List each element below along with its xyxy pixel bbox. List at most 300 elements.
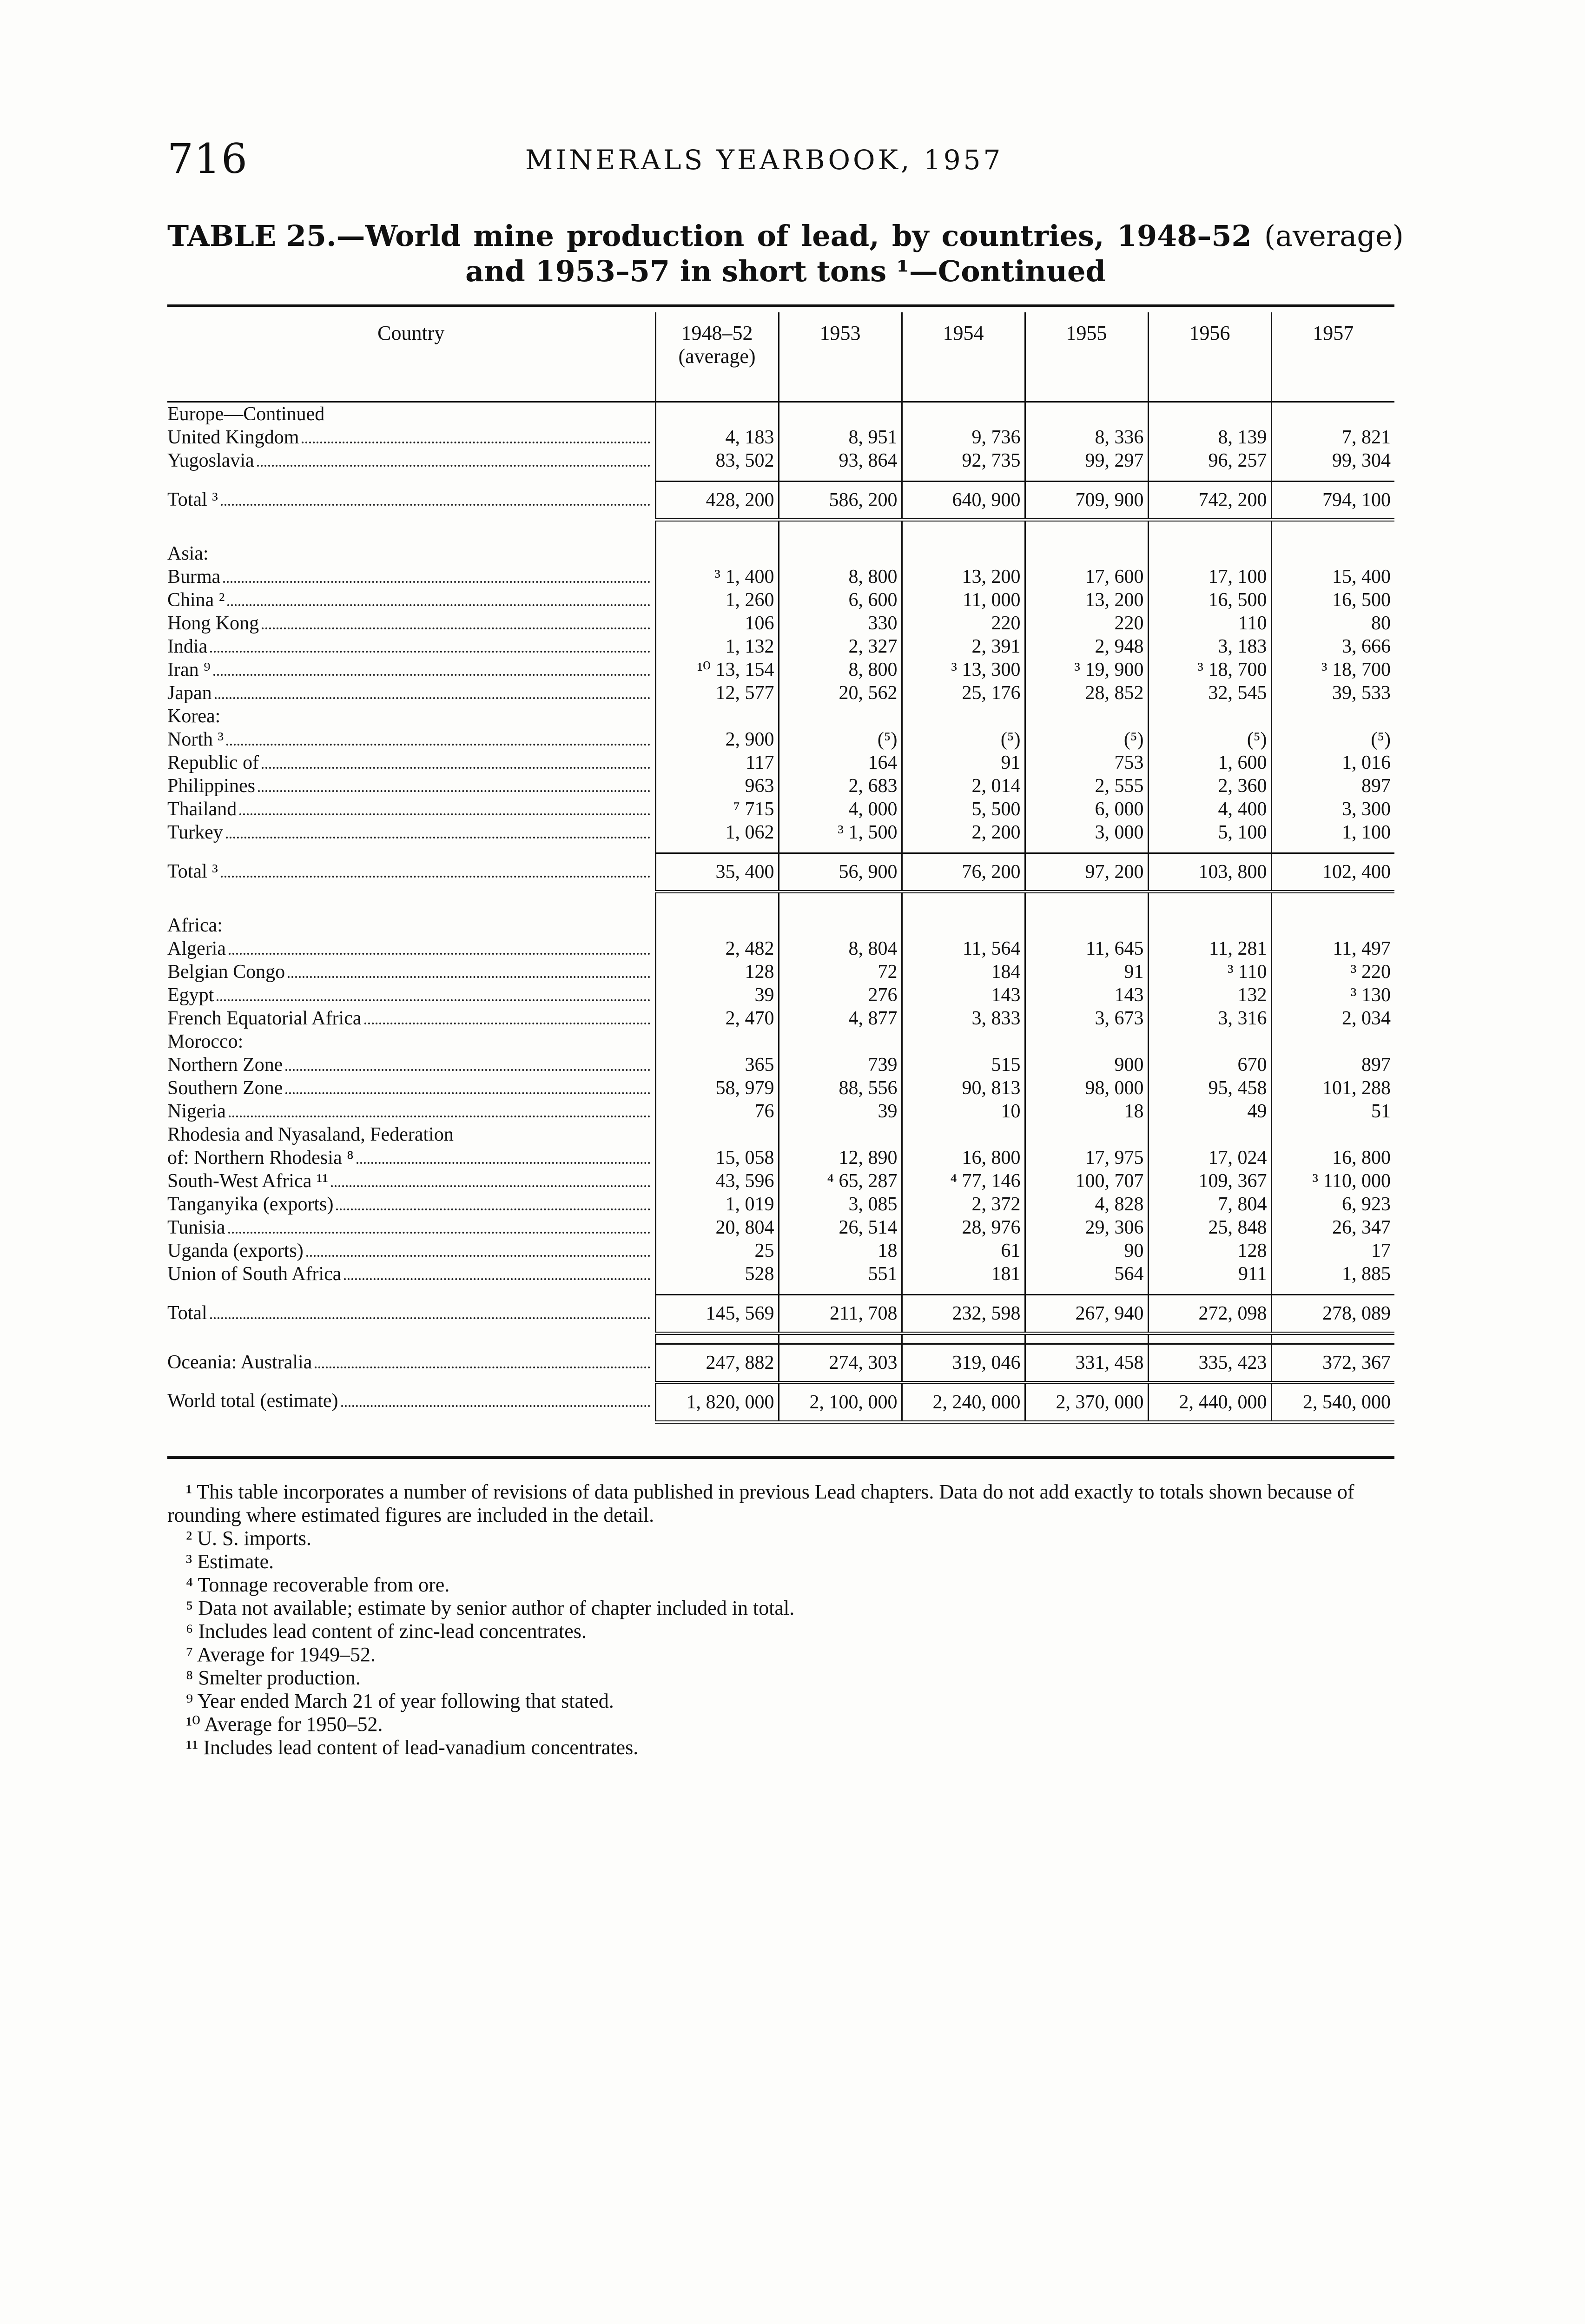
title-word: lead, bbox=[801, 219, 879, 253]
row-label-text: Africa: bbox=[167, 915, 225, 936]
row-label bbox=[167, 853, 655, 892]
row-label-wrap bbox=[167, 403, 650, 426]
row-label-wrap bbox=[167, 1239, 650, 1262]
table-row bbox=[167, 1123, 1394, 1146]
table-title bbox=[167, 218, 1404, 289]
row-label-text: Union of South Africa bbox=[167, 1262, 344, 1286]
row-label bbox=[167, 1123, 655, 1146]
value-cell: 2, 482 bbox=[655, 937, 779, 960]
spacer-cell bbox=[1025, 844, 1148, 853]
row-label-wrap bbox=[167, 681, 650, 705]
leader-dots bbox=[341, 1405, 650, 1407]
value-cell bbox=[902, 1030, 1025, 1053]
row-label-text: Southern Zone bbox=[167, 1076, 285, 1100]
leader-dots bbox=[262, 627, 650, 629]
spacer-cell bbox=[779, 892, 902, 914]
value-cell bbox=[779, 1123, 902, 1146]
value-cell bbox=[1148, 542, 1271, 565]
value-cell: ⁴ 65, 287 bbox=[779, 1169, 902, 1193]
value-cell: 9, 736 bbox=[902, 426, 1025, 449]
table-row bbox=[167, 449, 1394, 472]
title-word: of bbox=[757, 219, 789, 253]
value-cell: 528 bbox=[655, 1262, 779, 1286]
leader-dots bbox=[258, 790, 650, 792]
footnote: ⁷ Average for 1949–52. bbox=[186, 1643, 376, 1666]
leader-dots bbox=[364, 1023, 650, 1024]
value-cell: 330 bbox=[779, 612, 902, 635]
table-row bbox=[167, 1193, 1394, 1216]
value-cell: 18 bbox=[1025, 1100, 1148, 1123]
value-cell bbox=[779, 542, 902, 565]
value-cell: 2, 555 bbox=[1025, 774, 1148, 798]
title-word: (average) bbox=[1264, 219, 1404, 253]
value-cell: 6, 000 bbox=[1025, 798, 1148, 821]
value-cell: (⁵) bbox=[1271, 728, 1394, 751]
row-label-text: North ³ bbox=[167, 728, 226, 751]
leader-dots bbox=[227, 604, 650, 606]
footnote: ¹⁰ Average for 1950–52. bbox=[186, 1713, 383, 1736]
row-label bbox=[167, 588, 655, 612]
table-row bbox=[167, 1076, 1394, 1100]
row-label-text: Rhodesia and Nyasaland, Federation bbox=[167, 1124, 456, 1145]
value-cell: 911 bbox=[1148, 1262, 1271, 1286]
table-bottom-rule bbox=[167, 1456, 1394, 1459]
col-header-1957: 1957 bbox=[1271, 312, 1394, 402]
value-cell: 28, 852 bbox=[1025, 681, 1148, 705]
table-row bbox=[167, 402, 1394, 426]
spacer-cell bbox=[779, 1286, 902, 1295]
value-cell: 4, 877 bbox=[779, 1007, 902, 1030]
row-label-text: Iran ⁹ bbox=[167, 658, 213, 681]
value-cell: 18 bbox=[779, 1239, 902, 1262]
value-cell: 17, 975 bbox=[1025, 1146, 1148, 1169]
row-label-text: Philippines bbox=[167, 774, 258, 798]
leader-dots bbox=[315, 1367, 650, 1368]
row-label-wrap bbox=[167, 1030, 650, 1053]
row-label-text: Egypt bbox=[167, 984, 217, 1007]
value-cell: 17, 100 bbox=[1148, 565, 1271, 588]
value-cell: 12, 890 bbox=[779, 1146, 902, 1169]
value-cell: 16, 500 bbox=[1148, 588, 1271, 612]
spacer-cell bbox=[167, 1334, 655, 1344]
row-label-text: Total bbox=[167, 1301, 210, 1325]
spacer-cell bbox=[779, 520, 902, 542]
row-label-wrap bbox=[167, 612, 650, 635]
value-cell bbox=[779, 705, 902, 728]
value-cell bbox=[1025, 705, 1148, 728]
value-cell: 8, 800 bbox=[779, 565, 902, 588]
row-label bbox=[167, 482, 655, 520]
value-cell bbox=[655, 705, 779, 728]
row-label bbox=[167, 728, 655, 751]
value-cell: 2, 372 bbox=[902, 1193, 1025, 1216]
row-label-wrap bbox=[167, 658, 650, 681]
footnote: ⁹ Year ended March 21 of year following that stated. bbox=[186, 1690, 614, 1712]
table-row bbox=[167, 705, 1394, 728]
value-cell bbox=[902, 1123, 1025, 1146]
value-cell: 76, 200 bbox=[902, 853, 1025, 892]
table-row bbox=[167, 635, 1394, 658]
spacer-cell bbox=[1025, 892, 1148, 914]
row-label-wrap bbox=[167, 1123, 650, 1146]
row-label-text: China ² bbox=[167, 588, 227, 612]
value-cell: 2, 391 bbox=[902, 635, 1025, 658]
spacer-cell bbox=[1025, 472, 1148, 482]
footnote: ² U. S. imports. bbox=[186, 1527, 311, 1550]
row-spacer bbox=[167, 1334, 1394, 1344]
spacer-cell bbox=[902, 520, 1025, 542]
leader-dots bbox=[239, 813, 650, 815]
value-cell: 4, 400 bbox=[1148, 798, 1271, 821]
row-label bbox=[167, 1169, 655, 1193]
value-cell: ³ 110 bbox=[1148, 960, 1271, 984]
value-cell bbox=[1025, 1123, 1148, 1146]
row-label-wrap bbox=[167, 1053, 650, 1076]
value-cell: 2, 370, 000 bbox=[1025, 1383, 1148, 1422]
row-label bbox=[167, 1383, 655, 1422]
row-label-wrap bbox=[167, 728, 650, 751]
value-cell: 1, 600 bbox=[1148, 751, 1271, 774]
row-label bbox=[167, 798, 655, 821]
row-label-text: Korea: bbox=[167, 706, 223, 727]
value-cell: 7, 804 bbox=[1148, 1193, 1271, 1216]
value-cell: 372, 367 bbox=[1271, 1344, 1394, 1383]
row-label-text: of: Northern Rhodesia ⁸ bbox=[167, 1146, 357, 1169]
spacer-cell bbox=[902, 1286, 1025, 1295]
table-row bbox=[167, 774, 1394, 798]
value-cell: 739 bbox=[779, 1053, 902, 1076]
table-row bbox=[167, 853, 1394, 892]
value-cell bbox=[1271, 1030, 1394, 1053]
value-cell: 15, 400 bbox=[1271, 565, 1394, 588]
value-cell: 753 bbox=[1025, 751, 1148, 774]
value-cell: (⁵) bbox=[779, 728, 902, 751]
table-row bbox=[167, 914, 1394, 937]
value-cell bbox=[1025, 914, 1148, 937]
value-cell: 897 bbox=[1271, 1053, 1394, 1076]
table-row bbox=[167, 482, 1394, 520]
value-cell bbox=[779, 914, 902, 937]
col-header-1956: 1956 bbox=[1148, 312, 1271, 402]
value-cell: 101, 288 bbox=[1271, 1076, 1394, 1100]
row-spacer bbox=[167, 892, 1394, 914]
row-spacer bbox=[167, 520, 1394, 542]
col-header-1953: 1953 bbox=[779, 312, 902, 402]
header-row bbox=[167, 312, 1394, 402]
spacer-cell bbox=[1148, 892, 1271, 914]
leader-dots bbox=[306, 1255, 650, 1257]
value-cell: 1, 260 bbox=[655, 588, 779, 612]
table-row bbox=[167, 542, 1394, 565]
value-cell: 99, 297 bbox=[1025, 449, 1148, 472]
value-cell: 181 bbox=[902, 1262, 1025, 1286]
row-label bbox=[167, 1262, 655, 1286]
value-cell: 640, 900 bbox=[902, 482, 1025, 520]
leader-dots bbox=[226, 837, 650, 838]
value-cell: 109, 367 bbox=[1148, 1169, 1271, 1193]
table-row bbox=[167, 612, 1394, 635]
row-label-wrap bbox=[167, 960, 650, 984]
row-label-text: Asia: bbox=[167, 543, 211, 564]
value-cell: 4, 000 bbox=[779, 798, 902, 821]
leader-dots bbox=[228, 1232, 650, 1234]
value-cell: 61 bbox=[902, 1239, 1025, 1262]
row-label-text: Europe—Continued bbox=[167, 403, 327, 425]
value-cell: 25 bbox=[655, 1239, 779, 1262]
value-cell: 963 bbox=[655, 774, 779, 798]
row-label bbox=[167, 1007, 655, 1030]
value-cell: 1, 019 bbox=[655, 1193, 779, 1216]
title-word: TABLE 25.—World bbox=[167, 219, 461, 253]
value-cell: 2, 440, 000 bbox=[1148, 1383, 1271, 1422]
value-cell: 16, 800 bbox=[902, 1146, 1025, 1169]
spacer-cell bbox=[779, 844, 902, 853]
value-cell: 5, 500 bbox=[902, 798, 1025, 821]
value-cell: ³ 19, 900 bbox=[1025, 658, 1148, 681]
value-cell: 2, 470 bbox=[655, 1007, 779, 1030]
row-label bbox=[167, 914, 655, 937]
value-cell: 102, 400 bbox=[1271, 853, 1394, 892]
row-label-text: South-West Africa ¹¹ bbox=[167, 1169, 331, 1193]
leader-dots bbox=[257, 465, 650, 467]
footnote: ³ Estimate. bbox=[186, 1550, 274, 1573]
row-label-text: Northern Zone bbox=[167, 1053, 285, 1076]
row-label bbox=[167, 1100, 655, 1123]
row-label bbox=[167, 984, 655, 1007]
value-cell bbox=[1148, 705, 1271, 728]
row-label-text: Oceania: Australia bbox=[167, 1351, 315, 1374]
row-label-text: Turkey bbox=[167, 821, 226, 844]
row-label bbox=[167, 612, 655, 635]
spacer-cell bbox=[655, 1286, 779, 1295]
row-label-wrap bbox=[167, 1146, 650, 1169]
row-label bbox=[167, 449, 655, 472]
row-label-wrap bbox=[167, 565, 650, 588]
row-label-wrap bbox=[167, 860, 650, 883]
value-cell: 3, 085 bbox=[779, 1193, 902, 1216]
table-row bbox=[167, 426, 1394, 449]
leader-dots bbox=[215, 697, 650, 699]
value-cell: 20, 804 bbox=[655, 1216, 779, 1239]
spacer-cell bbox=[1271, 472, 1394, 482]
spacer-cell bbox=[655, 892, 779, 914]
value-cell: 16, 800 bbox=[1271, 1146, 1394, 1169]
title-word: countries, bbox=[941, 219, 1104, 253]
row-label-wrap bbox=[167, 449, 650, 472]
value-cell: 2, 100, 000 bbox=[779, 1383, 902, 1422]
value-cell: 6, 600 bbox=[779, 588, 902, 612]
value-cell: 3, 673 bbox=[1025, 1007, 1148, 1030]
table-row bbox=[167, 1053, 1394, 1076]
value-cell: 247, 882 bbox=[655, 1344, 779, 1383]
value-cell: 58, 979 bbox=[655, 1076, 779, 1100]
row-label-text: World total (estimate) bbox=[167, 1389, 341, 1413]
spacer-cell bbox=[902, 844, 1025, 853]
value-cell: 132 bbox=[1148, 984, 1271, 1007]
value-cell: 2, 540, 000 bbox=[1271, 1383, 1394, 1422]
row-label-text: Japan bbox=[167, 681, 215, 705]
row-label-wrap bbox=[167, 774, 650, 798]
footnote: ⁴ Tonnage recoverable from ore. bbox=[186, 1573, 450, 1596]
value-cell: 96, 257 bbox=[1148, 449, 1271, 472]
spacer-cell bbox=[1271, 892, 1394, 914]
value-cell: 98, 000 bbox=[1025, 1076, 1148, 1100]
row-label-wrap bbox=[167, 542, 650, 565]
value-cell: 32, 545 bbox=[1148, 681, 1271, 705]
value-cell: 3, 000 bbox=[1025, 821, 1148, 844]
row-label-text: Burma bbox=[167, 565, 223, 588]
value-cell: 586, 200 bbox=[779, 482, 902, 520]
leader-dots bbox=[221, 504, 650, 506]
value-cell: 897 bbox=[1271, 774, 1394, 798]
leader-dots bbox=[336, 1208, 650, 1210]
lead-production-table bbox=[167, 312, 1394, 1424]
table-row bbox=[167, 565, 1394, 588]
row-label bbox=[167, 565, 655, 588]
spacer-cell bbox=[779, 1334, 902, 1344]
row-label bbox=[167, 960, 655, 984]
row-label-wrap bbox=[167, 1007, 650, 1030]
row-label bbox=[167, 1030, 655, 1053]
row-label bbox=[167, 1193, 655, 1216]
spacer-cell bbox=[902, 1334, 1025, 1344]
value-cell: 3, 300 bbox=[1271, 798, 1394, 821]
value-cell bbox=[1271, 1123, 1394, 1146]
value-cell: 39 bbox=[779, 1100, 902, 1123]
row-label bbox=[167, 821, 655, 844]
value-cell: 2, 200 bbox=[902, 821, 1025, 844]
value-cell: 11, 497 bbox=[1271, 937, 1394, 960]
value-cell: 25, 848 bbox=[1148, 1216, 1271, 1239]
value-cell bbox=[1025, 542, 1148, 565]
row-label-text: Morocco: bbox=[167, 1031, 246, 1052]
value-cell bbox=[779, 402, 902, 426]
value-cell bbox=[779, 1030, 902, 1053]
row-label-wrap bbox=[167, 1100, 650, 1123]
value-cell: 211, 708 bbox=[779, 1295, 902, 1334]
value-cell: 25, 176 bbox=[902, 681, 1025, 705]
value-cell: 117 bbox=[655, 751, 779, 774]
value-cell: 8, 800 bbox=[779, 658, 902, 681]
table-body bbox=[167, 402, 1394, 1422]
row-label-wrap bbox=[167, 1351, 650, 1374]
row-label bbox=[167, 774, 655, 798]
row-label-wrap bbox=[167, 1301, 650, 1325]
spacer-cell bbox=[779, 472, 902, 482]
value-cell: 20, 562 bbox=[779, 681, 902, 705]
value-cell: 143 bbox=[1025, 984, 1148, 1007]
value-cell: ³ 18, 700 bbox=[1148, 658, 1271, 681]
col-header-1954: 1954 bbox=[902, 312, 1025, 402]
value-cell: 145, 569 bbox=[655, 1295, 779, 1334]
row-label-text: Tanganyika (exports) bbox=[167, 1193, 336, 1216]
value-cell: 91 bbox=[902, 751, 1025, 774]
value-cell: 13, 200 bbox=[902, 565, 1025, 588]
value-cell bbox=[1025, 402, 1148, 426]
value-cell: 1, 062 bbox=[655, 821, 779, 844]
col-header-country: Country bbox=[167, 312, 655, 402]
row-label-wrap bbox=[167, 1262, 650, 1286]
row-spacer bbox=[167, 472, 1394, 482]
value-cell: 2, 948 bbox=[1025, 635, 1148, 658]
row-label-wrap bbox=[167, 705, 650, 728]
value-cell: 1, 132 bbox=[655, 635, 779, 658]
value-cell: 8, 951 bbox=[779, 426, 902, 449]
value-cell: 39 bbox=[655, 984, 779, 1007]
row-label-wrap bbox=[167, 1389, 650, 1413]
table-title-line2: and 1953–57 in short tons ¹—Continued bbox=[465, 254, 1106, 288]
value-cell: 515 bbox=[902, 1053, 1025, 1076]
value-cell: 35, 400 bbox=[655, 853, 779, 892]
row-label-text: Uganda (exports) bbox=[167, 1239, 306, 1262]
value-cell bbox=[1271, 914, 1394, 937]
value-cell: 128 bbox=[1148, 1239, 1271, 1262]
value-cell: 3, 666 bbox=[1271, 635, 1394, 658]
leader-dots bbox=[288, 976, 650, 978]
leader-dots bbox=[217, 999, 650, 1001]
value-cell: 1, 016 bbox=[1271, 751, 1394, 774]
value-cell: 143 bbox=[902, 984, 1025, 1007]
value-cell bbox=[1148, 1123, 1271, 1146]
value-cell: 2, 900 bbox=[655, 728, 779, 751]
leader-dots bbox=[229, 953, 650, 955]
value-cell: 83, 502 bbox=[655, 449, 779, 472]
table-row bbox=[167, 588, 1394, 612]
value-cell bbox=[1271, 402, 1394, 426]
row-label-wrap bbox=[167, 1216, 650, 1239]
value-cell: 90 bbox=[1025, 1239, 1148, 1262]
row-label-text: Thailand bbox=[167, 798, 239, 821]
row-label-text: United Kingdom bbox=[167, 426, 302, 449]
value-cell: 93, 864 bbox=[779, 449, 902, 472]
leader-dots bbox=[262, 767, 650, 769]
value-cell: 335, 423 bbox=[1148, 1344, 1271, 1383]
value-cell: ³ 1, 500 bbox=[779, 821, 902, 844]
value-cell: 17 bbox=[1271, 1239, 1394, 1262]
value-cell: 1, 820, 000 bbox=[655, 1383, 779, 1422]
value-cell: 365 bbox=[655, 1053, 779, 1076]
value-cell: 319, 046 bbox=[902, 1344, 1025, 1383]
value-cell: 13, 200 bbox=[1025, 588, 1148, 612]
value-cell bbox=[902, 705, 1025, 728]
value-cell: 1, 100 bbox=[1271, 821, 1394, 844]
value-cell bbox=[1025, 1030, 1148, 1053]
value-cell: 110 bbox=[1148, 612, 1271, 635]
row-label bbox=[167, 658, 655, 681]
leader-dots bbox=[344, 1278, 650, 1280]
value-cell: 2, 014 bbox=[902, 774, 1025, 798]
spacer-cell bbox=[655, 844, 779, 853]
value-cell: 103, 800 bbox=[1148, 853, 1271, 892]
table-row bbox=[167, 1295, 1394, 1334]
row-label-wrap bbox=[167, 635, 650, 658]
value-cell: 742, 200 bbox=[1148, 482, 1271, 520]
row-label bbox=[167, 1076, 655, 1100]
value-cell: 900 bbox=[1025, 1053, 1148, 1076]
row-label bbox=[167, 1344, 655, 1383]
row-label bbox=[167, 1146, 655, 1169]
value-cell: 16, 500 bbox=[1271, 588, 1394, 612]
value-cell: 95, 458 bbox=[1148, 1076, 1271, 1100]
value-cell: 11, 000 bbox=[902, 588, 1025, 612]
row-label bbox=[167, 1295, 655, 1334]
row-label-wrap bbox=[167, 1169, 650, 1193]
row-label-text: Algeria bbox=[167, 937, 229, 960]
row-label bbox=[167, 937, 655, 960]
value-cell bbox=[1271, 542, 1394, 565]
value-cell: 267, 940 bbox=[1025, 1295, 1148, 1334]
table-row bbox=[167, 937, 1394, 960]
